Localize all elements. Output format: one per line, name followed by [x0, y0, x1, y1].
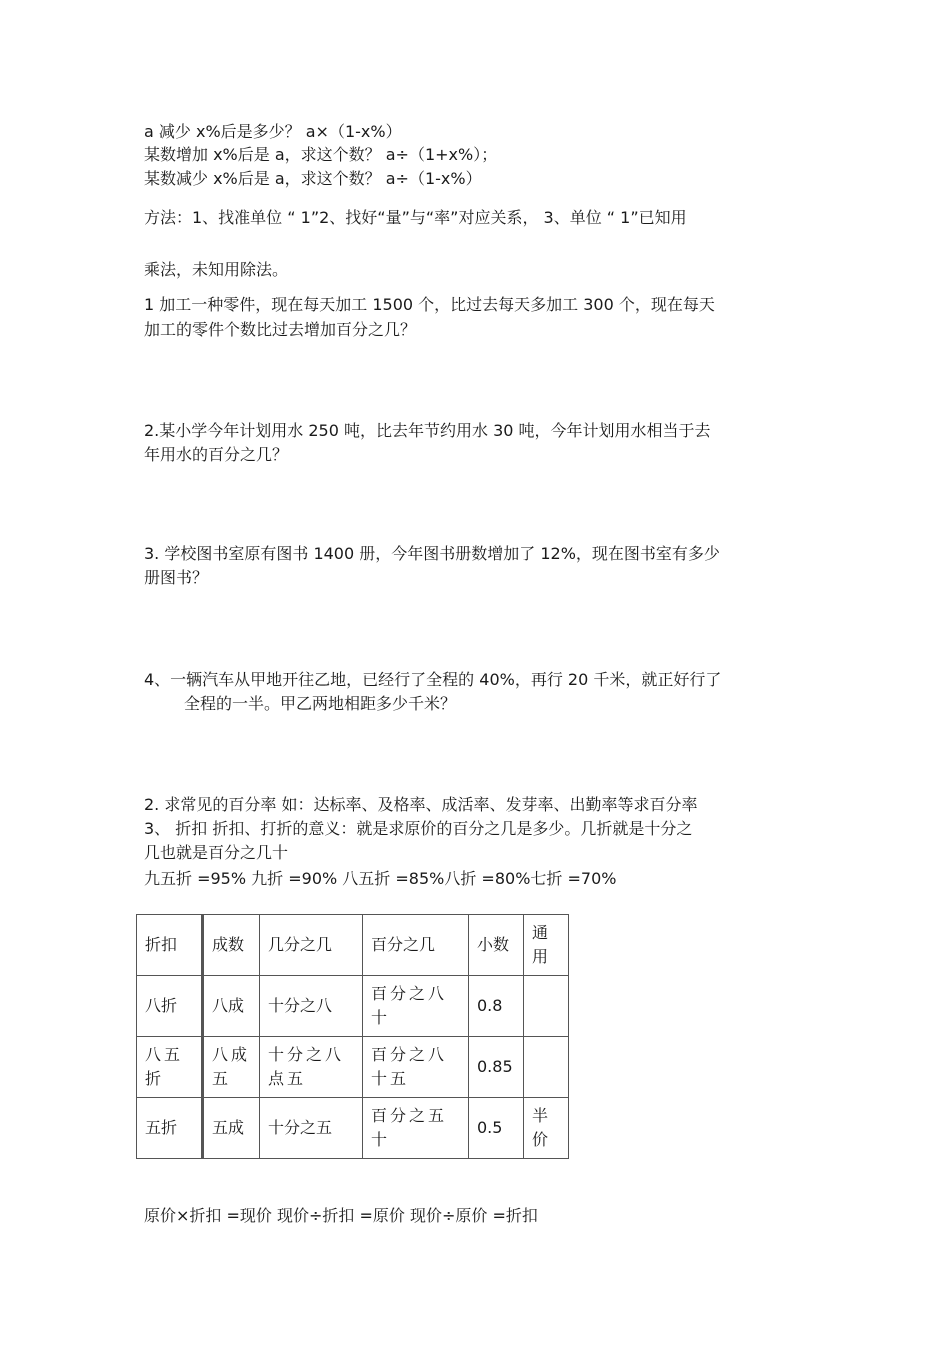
section-3-cont: 几也就是百分之几十	[144, 843, 289, 862]
section-2-heading: 2. 求常见的百分率 如：达标率、及格率、成活率、发芽率、出勤率等求百分率	[144, 795, 698, 814]
question-4: 4、一辆汽车从甲地开往乙地，已经行了全程的 40%，再行 20 千米，就正好行了	[144, 670, 722, 689]
text-line: 某数增加 x%后是 a，求这个数？ a÷（1+x%）；	[144, 145, 498, 164]
question-2-cont: 年用水的百分之几？	[144, 445, 289, 464]
table-cell: 八五折	[137, 1037, 203, 1098]
table-cell: 百分之八十	[363, 976, 469, 1037]
table-cell: 五成	[203, 1098, 260, 1159]
table-cell: 百分之几	[363, 915, 469, 976]
table-cell: 五折	[137, 1098, 203, 1159]
question-2: 2.某小学今年计划用水 250 吨，比去年节约用水 30 吨，今年计划用水相当于去	[144, 421, 711, 440]
question-4-cont: 全程的一半。甲乙两地相距多少千米？	[184, 694, 457, 713]
method-line: 乘法，未知用除法。	[144, 260, 289, 279]
table-cell: 十分之八	[260, 976, 363, 1037]
formula-line: 原价×折扣 =现价 现价÷折扣 =原价 现价÷原价 =折扣	[144, 1206, 538, 1225]
question-1-cont: 加工的零件个数比过去增加百分之几？	[144, 320, 417, 339]
question-3: 3. 学校图书室原有图书 1400 册，今年图书册数增加了 12%，现在图书室有多少	[144, 544, 720, 563]
table-cell: 八折	[137, 976, 203, 1037]
table-cell	[524, 1037, 569, 1098]
question-3-cont: 册图书？	[144, 568, 209, 587]
table-cell: 0.5	[469, 1098, 524, 1159]
question-1: 1 加工一种零件，现在每天加工 1500 个，比过去每天多加工 300 个，现在每天	[144, 295, 715, 314]
table-cell: 八成五	[203, 1037, 260, 1098]
table-cell: 小数	[469, 915, 524, 976]
table-cell: 通用	[524, 915, 569, 976]
table-row	[137, 976, 569, 1037]
text-line: a 减少 x%后是多少？ a×（1-x%）	[144, 122, 402, 141]
table-cell: 十分之五	[260, 1098, 363, 1159]
method-line: 方法：1、找准单位 “ 1”2、找好“量”与“率”对应关系， 3、单位 “ 1”已知用	[144, 208, 687, 227]
table-header-row	[137, 915, 569, 976]
table-cell	[524, 976, 569, 1037]
table-cell: 0.85	[469, 1037, 524, 1098]
table-row	[137, 1037, 569, 1098]
table-cell: 八成	[203, 976, 260, 1037]
table-cell: 0.8	[469, 976, 524, 1037]
text-line: 某数减少 x%后是 a，求这个数？ a÷（1-x%）	[144, 169, 482, 188]
discount-table	[136, 914, 569, 1159]
section-3-heading: 3、 折扣 折扣、打折的意义：就是求原价的百分之几是多少。几折就是十分之	[144, 819, 693, 838]
table-cell: 半价	[524, 1098, 569, 1159]
table-cell: 几分之几	[260, 915, 363, 976]
table-cell: 成数	[203, 915, 260, 976]
table-cell: 折扣	[137, 915, 203, 976]
table-row	[137, 1098, 569, 1159]
discount-list: 九五折 =95% 九折 =90% 八五折 =85%八折 =80%七折 =70%	[144, 869, 617, 888]
table-cell: 十分之八点五	[260, 1037, 363, 1098]
table-cell: 百分之五十	[363, 1098, 469, 1159]
table-cell: 百分之八十五	[363, 1037, 469, 1098]
